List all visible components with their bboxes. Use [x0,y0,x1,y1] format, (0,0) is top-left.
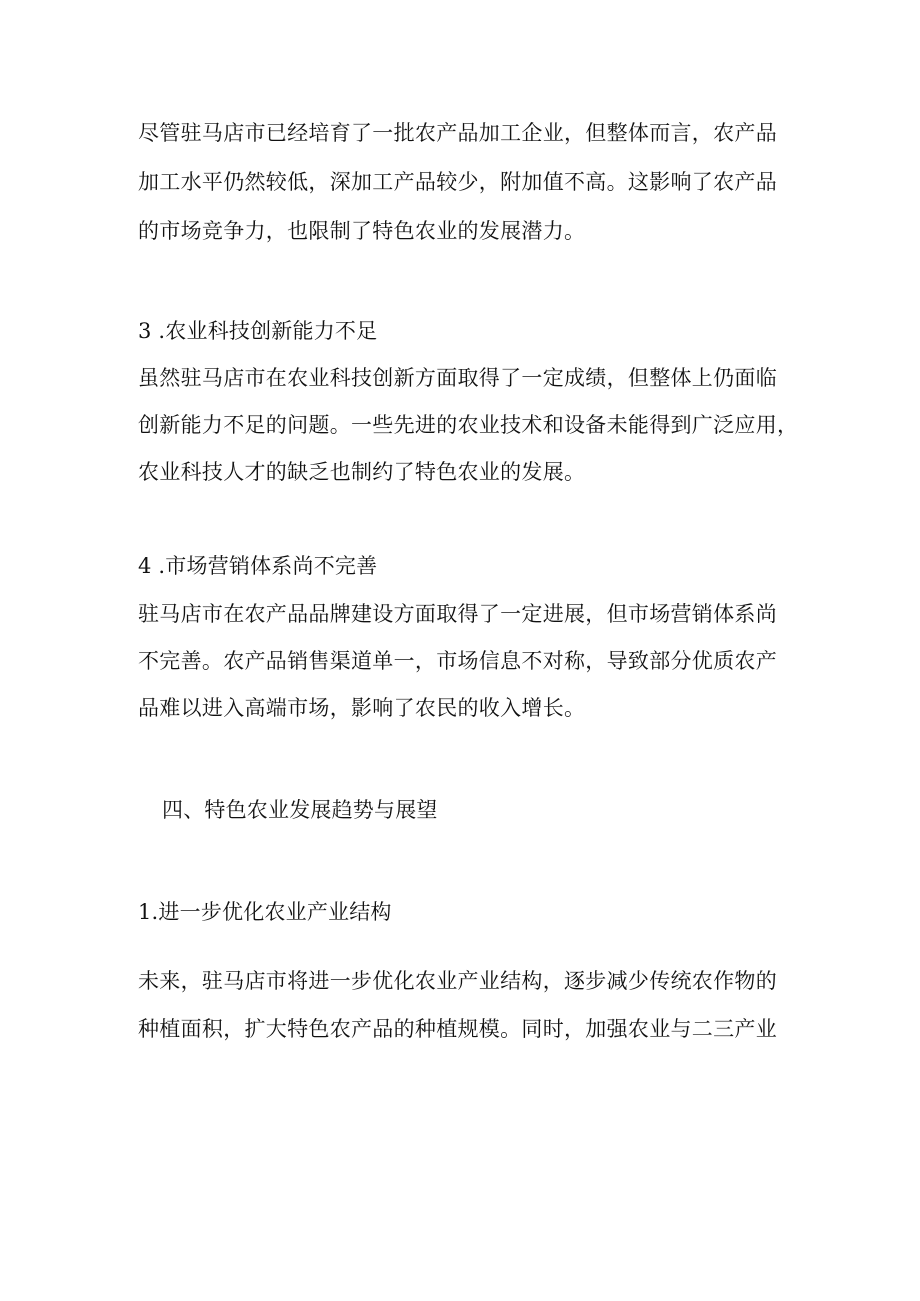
paragraph-4-line-2: 种植面积，扩大特色农产品的种植规模。同时，加强农业与二三产业 [138,1017,777,1041]
paragraph-2-line-3: 农业科技人才的缺乏也制约了特色农业的发展。 [138,460,586,484]
paragraph-3-line-3: 品难以进入高端市场，影响了农民的收入增长。 [138,696,586,720]
paragraph-3-line-2: 不完善。农产品销售渠道单一，市场信息不对称，导致部分优质农产 [138,649,777,673]
subheading-1: 1.进一步优化农业产业结构 [138,900,392,924]
paragraph-1-line-3: 的市场竞争力，也限制了特色农业的发展潜力。 [138,219,586,243]
section-heading: 四、特色农业发展趋势与展望 [162,798,438,822]
heading-4: 4 .市场营销体系尚不完善 [138,554,378,578]
paragraph-1-line-1: 尽管驻马店市已经培育了一批农产品加工企业，但整体而言，农产品 [138,121,777,145]
paragraph-3-line-1: 驻马店市在农产品品牌建设方面取得了一定进展，但市场营销体系尚 [138,602,777,626]
paragraph-1-line-2: 加工水平仍然较低，深加工产品较少，附加值不高。这影响了农产品 [138,170,777,194]
paragraph-4-line-1: 未来，驻马店市将进一步优化农业产业结构，逐步减少传统农作物的 [138,969,777,993]
paragraph-2-line-1: 虽然驻马店市在农业科技创新方面取得了一定成绩，但整体上仍面临 [138,366,777,390]
heading-3: 3 .农业科技创新能力不足 [138,319,378,343]
paragraph-2-line-2: 创新能力不足的问题。一些先进的农业技术和设备未能得到广泛应用， [138,413,799,437]
